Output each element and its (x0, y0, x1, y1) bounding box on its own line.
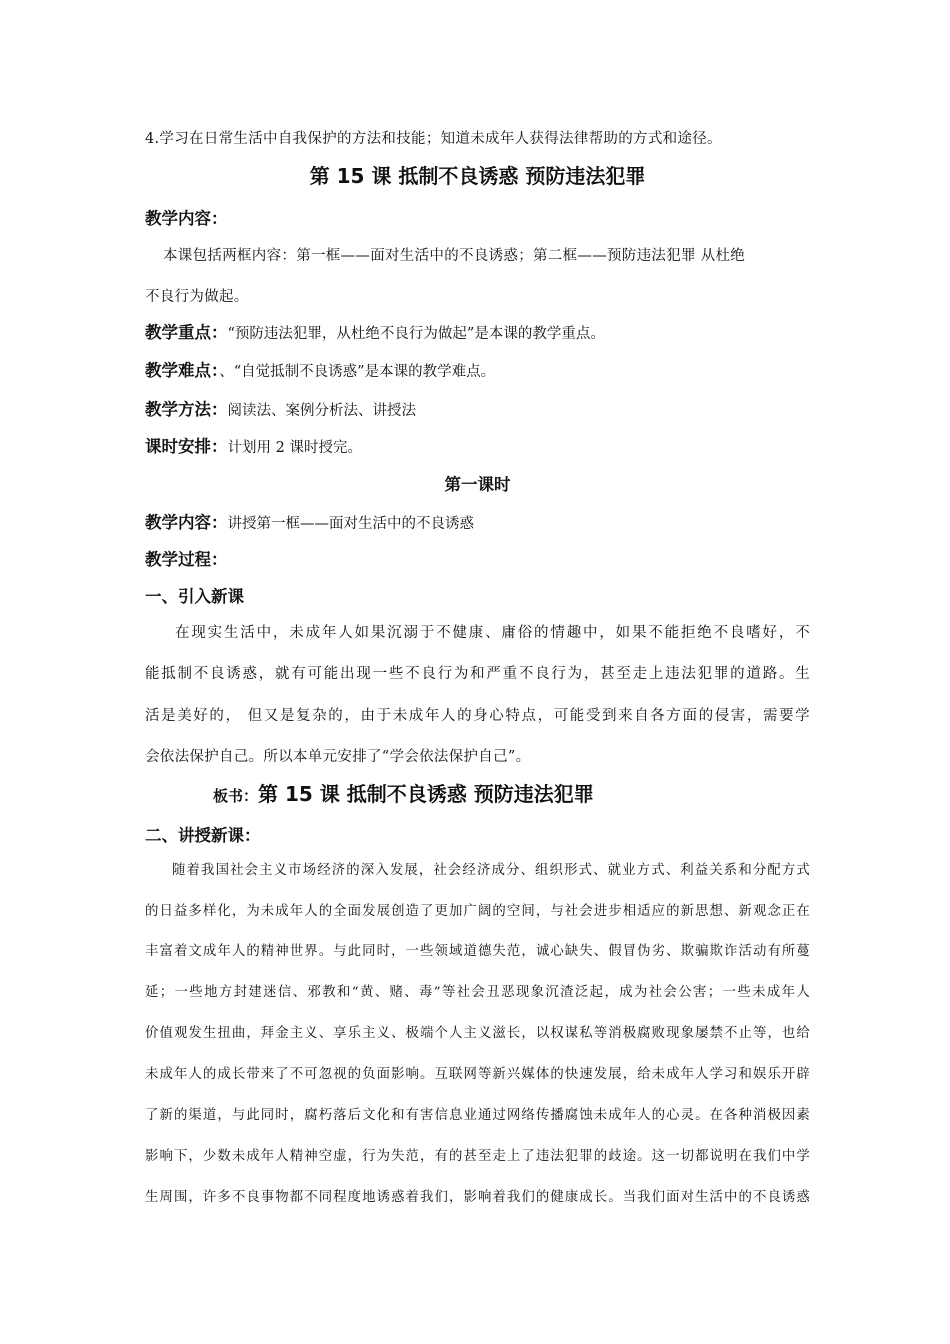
body-line-1: 随着我国社会主义市场经济的深入发展，社会经济成分、组织形式、就业方式、利益关系和分配方式 (172, 863, 810, 878)
period-content (145, 509, 474, 533)
intro-line-3: 活是美好的， 但又是复杂的，由于未成年人的身心特点，可能受到来自各方面的侵害，需要学 (145, 708, 810, 724)
schedule-label: 课时安排： (145, 437, 228, 456)
difficulty-text: 、“自觉抵制不良诱惑”是本课的教学难点。 (219, 364, 496, 380)
section1-heading: 一、引入新课 (145, 587, 244, 606)
body-line-6: 未成年人的成长带来了不可忽视的负面影响。互联网等新兴媒体的快速发展，给未成年人学习和娱乐开辟 (145, 1067, 810, 1082)
board-label: 板书： (213, 787, 259, 805)
schedule-text: 计划用 2 课时授完。 (227, 440, 362, 456)
body-line-4: 延；一些地方封建迷信、邪教和“黄、赌、毒”等社会丑恶现象沉渣泛起，成为社会公害；一些未成年人 (145, 985, 810, 1000)
difficulty (145, 357, 495, 381)
content-line-2: 不良行为做起。 (145, 289, 249, 305)
method-text: 阅读法、案例分析法、讲授法 (227, 403, 416, 419)
intro-line-2: 能抵制不良诱惑，就有可能出现一些不良行为和严重不良行为，甚至走上违法犯罪的道路。生 (145, 666, 810, 682)
method-label: 教学方法： (145, 400, 228, 419)
body-line-5: 价值观发生扭曲，拜金主义、享乐主义、极端个人主义滋长，以权谋私等消极腐败现象屡禁不止等，也给 (145, 1026, 810, 1041)
method (145, 396, 416, 420)
schedule (145, 433, 362, 457)
key-point-text: “预防违法犯罪，从杜绝不良行为做起”是本课的教学重点。 (227, 326, 605, 342)
process-heading: 教学过程： (145, 550, 228, 569)
body-line-7: 了新的渠道，与此同时，腐朽落后文化和有害信息业通过网络传播腐蚀未成年人的心灵。在各种消极因素 (145, 1108, 810, 1123)
objective-4: 4.学习在日常生活中自我保护的方法和技能；知道未成年人获得法律帮助的方式和途径。 (145, 131, 722, 147)
first-period-heading: 第一课时 (444, 475, 511, 494)
body-line-3: 丰富着文成年人的精神世界。与此同时，一些领域道德失范，诚心缺失、假冒伪劣、欺骗欺诈活动有所蔓 (145, 944, 810, 959)
body-line-2: 的日益多样化，为未成年人的全面发展创造了更加广阔的空间，与社会进步相适应的新思想、新观念正在 (145, 904, 810, 919)
board-text: 第 15 课 抵制不良诱惑 预防违法犯罪 (258, 782, 594, 806)
body-line-8: 影响下，少数未成年人精神空虚，行为失范，有的甚至走上了违法犯罪的歧途。这一切都说明在我们中学 (145, 1149, 810, 1164)
intro-line-1: 在现实生活中，未成年人如果沉溺于不健康、庸俗的情趣中，如果不能拒绝不良嗜好，不 (175, 625, 810, 641)
section2-heading: 二、讲授新课： (145, 826, 261, 845)
difficulty-label: 教学难点： (145, 361, 220, 380)
body-line-9: 生周围，许多不良事物都不同程度地诱惑着我们，影响着我们的健康成长。当我们面对生活中的不良诱惑 (145, 1190, 810, 1205)
intro-line-4: 会依法保护自己。所以本单元安排了“学会依法保护自己”。 (145, 749, 531, 765)
content-line-1: 本课包括两框内容：第一框——面对生活中的不良诱惑；第二框——预防违法犯罪 从杜绝 (163, 248, 746, 264)
teaching-content-heading: 教学内容： (145, 209, 228, 228)
key-point-label: 教学重点： (145, 323, 228, 342)
period-content-label: 教学内容： (145, 513, 228, 532)
lesson-title: 第 15 课 抵制不良诱惑 预防违法犯罪 (309, 164, 646, 188)
board-title (213, 778, 594, 807)
period-content-text: 讲授第一框——面对生活中的不良诱惑 (227, 516, 474, 532)
key-point (145, 319, 605, 343)
